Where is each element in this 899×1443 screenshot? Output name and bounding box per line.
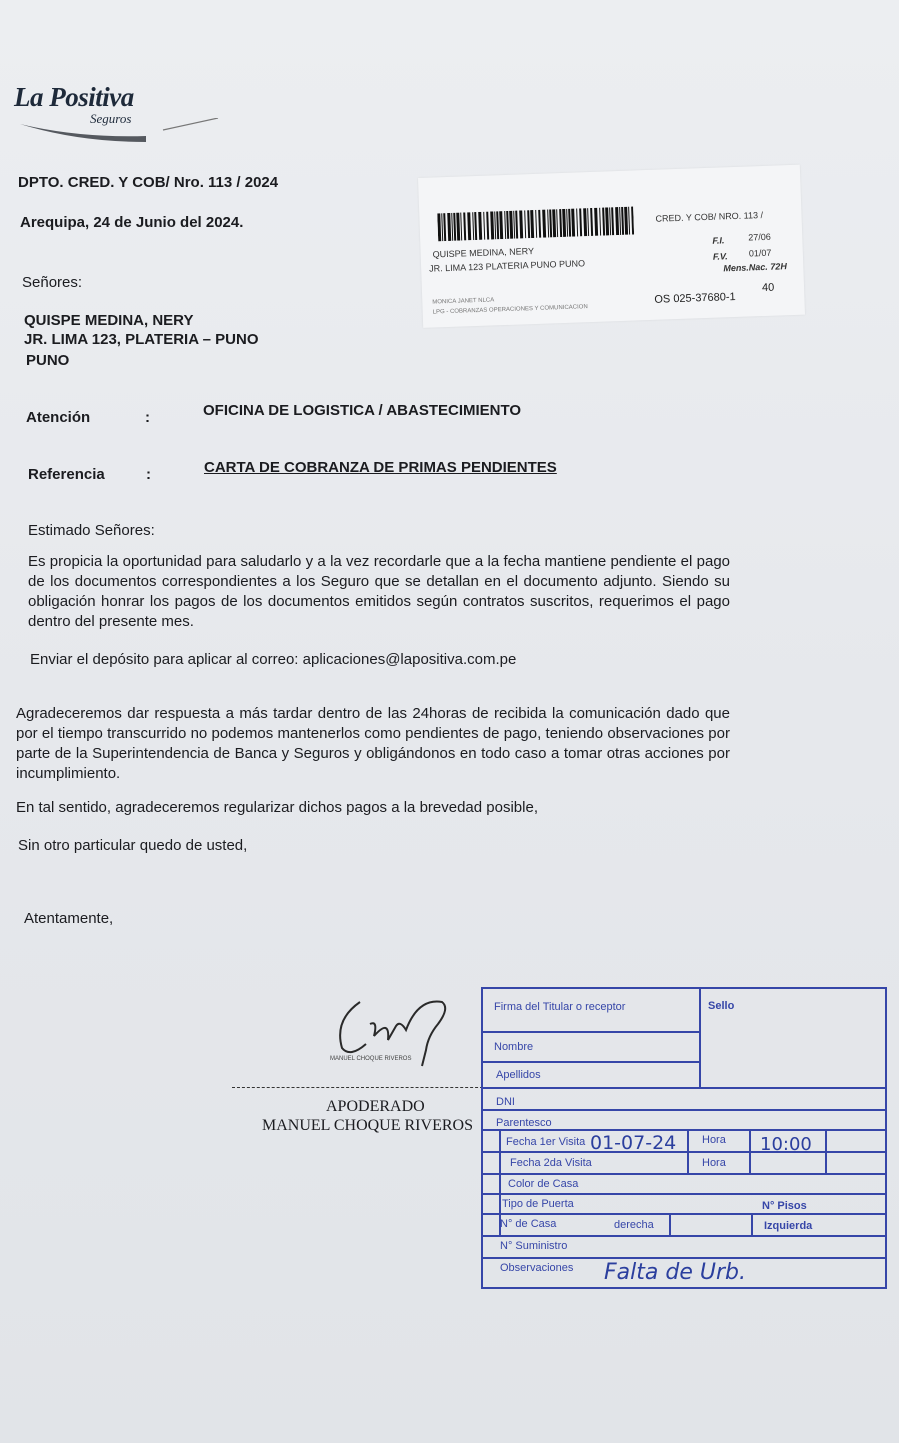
stamp-tipo-puerta: Tipo de Puerta bbox=[502, 1198, 574, 1210]
paragraph-3: Agradeceremos dar respuesta a más tardar dentro de las 24horas de recibida la comunicación dado que por el tiempo transcurrido no podemos mantenerlos como pendientes de pago, teniendo observaciones por parte de la Superintendencia de Banca y Seguros y obligándonos en todo caso a tomar otras acciones por incumplimiento. bbox=[16, 705, 730, 782]
stamp-dni: DNI bbox=[496, 1096, 515, 1108]
label-address: JR. LIMA 123 PLATERIA PUNO PUNO bbox=[428, 258, 586, 274]
label-os-count: 40 bbox=[761, 281, 775, 295]
recipient-address: JR. LIMA 123, PLATERIA – PUNO bbox=[24, 331, 259, 348]
label-fi-label: F.I. bbox=[712, 235, 725, 246]
stamp-hora2: Hora bbox=[702, 1157, 726, 1169]
reference-colon: : bbox=[146, 466, 151, 483]
paragraph-5: Sin otro particular quedo de usted, bbox=[18, 837, 248, 854]
label-fi-value: 27/06 bbox=[748, 231, 771, 243]
label-dept: CRED. Y COB/ NRO. 113 / bbox=[655, 209, 764, 224]
place-date: Arequipa, 24 de Junio del 2024. bbox=[20, 214, 244, 231]
stamp-nombre: Nombre bbox=[494, 1041, 534, 1053]
label-fv-label: F.V. bbox=[712, 251, 728, 262]
stamp-fecha1-value: 01-07-24 bbox=[590, 1132, 677, 1154]
label-fv-value: 01/07 bbox=[748, 247, 772, 259]
label-service: Mens.Nac. 72H bbox=[723, 261, 788, 274]
stamp-izquierda: Izquierda bbox=[764, 1220, 813, 1232]
attention-label: Atención bbox=[26, 409, 91, 426]
brand-logo: La Positiva bbox=[14, 82, 134, 112]
stamp-observaciones-value: Falta de Urb. bbox=[604, 1260, 746, 1285]
stamp-suministro: N° Suministro bbox=[500, 1240, 568, 1252]
recipient-city: PUNO bbox=[26, 352, 70, 369]
signature-role: APODERADO bbox=[326, 1098, 425, 1115]
signature-tiny-name: MANUEL CHOQUE RIVEROS bbox=[330, 1056, 412, 1062]
stamp-color-casa: Color de Casa bbox=[508, 1178, 579, 1190]
shipping-label bbox=[418, 165, 805, 328]
reference-label: Referencia bbox=[28, 466, 105, 483]
stamp-derecha: derecha bbox=[614, 1219, 654, 1231]
label-os-code: OS 025-37680-1 bbox=[654, 290, 736, 306]
label-sender: MONICA JANET NLCA bbox=[432, 297, 495, 306]
stamp-apellidos: Apellidos bbox=[496, 1069, 541, 1081]
stamp-n-casa: N° de Casa bbox=[500, 1218, 557, 1230]
paragraph-2: Enviar el depósito para aplicar al correo: aplicaciones@lapositiva.com.pe bbox=[30, 651, 517, 668]
stamp-firma: Firma del Titular o receptor bbox=[494, 1001, 626, 1013]
stamp-n-pisos: N° Pisos bbox=[762, 1200, 807, 1212]
stamp-observaciones: Observaciones bbox=[500, 1262, 574, 1274]
stamp-hora1-value: 10:00 bbox=[760, 1134, 812, 1155]
signature-name: MANUEL CHOQUE RIVEROS bbox=[262, 1117, 473, 1134]
brand-subtitle: Seguros bbox=[90, 111, 132, 126]
label-sender-dept: LPG - COBRANZAS OPERACIONES Y COMUNICACION bbox=[432, 304, 588, 316]
paragraph-1: Es propicia la oportunidad para saludarlo y a la vez recordarle que a la fecha mantiene pendiente el pago de los documentos correspondientes a los Seguro que se detallan en el documento adjunto. Siendo su obligación honrar los pagos de los documentos emitidos según contratos suscritos, requerimos el pago dentro del presente mes. bbox=[28, 553, 730, 630]
barcode-icon bbox=[437, 207, 634, 242]
label-name: QUISPE MEDINA, NERY bbox=[432, 245, 535, 260]
closing: Atentamente, bbox=[24, 910, 114, 927]
salutation-label: Señores: bbox=[22, 274, 83, 291]
stamp-fecha1: Fecha 1er Visita bbox=[506, 1136, 586, 1148]
signature-line bbox=[232, 1087, 488, 1088]
reference-value: CARTA DE COBRANZA DE PRIMAS PENDIENTES bbox=[204, 459, 557, 476]
attention-value: OFICINA DE LOGISTICA / ABASTECIMIENTO bbox=[203, 402, 522, 419]
reference-number: DPTO. CRED. Y COB/ Nro. 113 / 2024 bbox=[18, 174, 279, 191]
recipient-name: QUISPE MEDINA, NERY bbox=[24, 312, 194, 329]
stamp-fecha2: Fecha 2da Visita bbox=[510, 1157, 592, 1169]
stamp-hora1: Hora bbox=[702, 1134, 726, 1146]
stamp-sello: Sello bbox=[708, 1000, 735, 1012]
paragraph-4: En tal sentido, agradeceremos regularizar dichos pagos a la brevedad posible, bbox=[16, 799, 538, 816]
stamp-parentesco: Parentesco bbox=[496, 1117, 552, 1129]
greeting: Estimado Señores: bbox=[28, 522, 155, 539]
attention-colon: : bbox=[145, 409, 150, 426]
